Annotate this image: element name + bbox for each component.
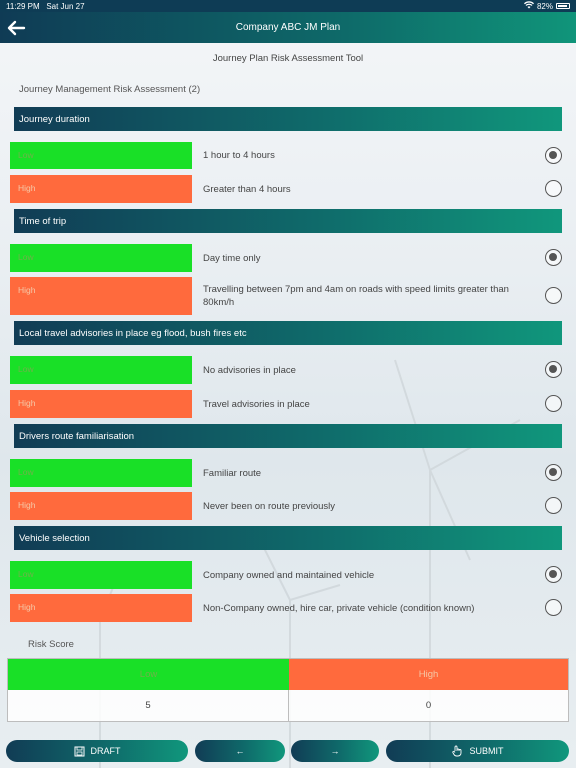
arrow-right-icon: → (330, 746, 340, 756)
risk-score-low-header: Low (8, 659, 289, 690)
option-row-vehicle-selection-low[interactable] (10, 561, 566, 589)
section-title: Journey duration (19, 113, 90, 125)
section-header-journey-duration (14, 107, 562, 131)
nav-bar (0, 12, 576, 43)
status-time-date (6, 2, 85, 11)
radio-travel-advisories-high[interactable] (545, 395, 562, 412)
radio-journey-duration-high[interactable] (545, 180, 562, 197)
arrow-left-icon (6, 18, 26, 38)
status-bar (0, 0, 576, 12)
battery-icon (556, 3, 570, 9)
wifi-icon (524, 1, 534, 11)
arrow-left-icon: ← (235, 746, 245, 756)
bottom-toolbar (0, 733, 576, 768)
option-text: Travelling between 7pm and 4am on roads with speed limits greater than 80km/h (203, 284, 509, 308)
draft-button[interactable] (6, 740, 188, 762)
option-text: Day time only (203, 252, 261, 264)
section-header-time-of-trip (14, 209, 562, 233)
level-badge-high: High (10, 594, 192, 622)
level-badge-low: Low (10, 561, 192, 589)
option-row-time-of-trip-high[interactable] (10, 277, 566, 315)
status-date: Sat Jun 27 (46, 1, 85, 11)
level-badge-high: High (10, 492, 192, 520)
option-row-journey-duration-low[interactable] (10, 142, 566, 169)
nav-title: Company ABC JM Plan (235, 22, 341, 33)
risk-score-table (7, 658, 569, 722)
draft-button-label: DRAFT (90, 746, 121, 756)
section-header-vehicle-selection (14, 526, 562, 550)
risk-score-high-header: High (289, 659, 568, 690)
option-row-travel-advisories-high[interactable] (10, 390, 566, 418)
risk-score-label: Risk Score (28, 639, 74, 650)
option-text: Never been on route previously (203, 500, 336, 512)
option-row-travel-advisories-low[interactable] (10, 356, 566, 384)
section-header-route-familiarisation (14, 424, 562, 448)
option-row-route-familiarisation-high[interactable] (10, 492, 566, 520)
level-badge-low: Low (10, 244, 192, 272)
submit-button[interactable] (386, 740, 569, 762)
submit-button-label: SUBMIT (469, 746, 504, 756)
radio-vehicle-selection-low[interactable] (545, 566, 562, 583)
page-subtitle: Journey Plan Risk Assessment Tool (212, 53, 364, 64)
radio-travel-advisories-low[interactable] (545, 361, 562, 378)
status-time: 11:29 PM (6, 1, 40, 11)
main-content (0, 43, 576, 733)
save-icon (74, 746, 85, 757)
previous-button[interactable] (195, 740, 285, 762)
level-badge-low: Low (10, 356, 192, 384)
level-badge-low: Low (10, 142, 192, 169)
option-row-time-of-trip-low[interactable] (10, 244, 566, 272)
risk-score-high-value: 0 (425, 700, 432, 711)
section-title: Local travel advisories in place eg flood, bush fires etc (19, 327, 247, 339)
radio-route-familiarisation-low[interactable] (545, 464, 562, 481)
risk-score-low-value: 5 (8, 690, 289, 721)
assessment-title: Journey Management Risk Assessment (2) (19, 84, 201, 95)
radio-route-familiarisation-high[interactable] (545, 497, 562, 514)
level-badge-high: High (10, 175, 192, 203)
back-button[interactable] (6, 18, 26, 38)
radio-vehicle-selection-high[interactable] (545, 599, 562, 616)
section-header-travel-advisories (14, 321, 562, 345)
section-title: Drivers route familiarisation (19, 430, 135, 442)
hand-pointer-icon (451, 745, 463, 757)
section-title: Vehicle selection (19, 532, 90, 544)
level-badge-low: Low (10, 459, 192, 487)
level-badge-high: High (10, 277, 192, 315)
option-text: Company owned and maintained vehicle (203, 569, 375, 581)
option-row-route-familiarisation-low[interactable] (10, 459, 566, 487)
option-text: 1 hour to 4 hours (203, 150, 275, 161)
radio-time-of-trip-low[interactable] (545, 249, 562, 266)
option-text: Greater than 4 hours (203, 183, 291, 195)
option-row-vehicle-selection-high[interactable] (10, 594, 566, 622)
radio-journey-duration-low[interactable] (545, 147, 562, 164)
level-badge-high: High (10, 390, 192, 418)
option-text: Familiar route (203, 467, 262, 479)
option-text: No advisories in place (203, 364, 296, 376)
option-row-journey-duration-high[interactable] (10, 175, 566, 203)
section-title: Time of trip (19, 215, 67, 227)
radio-time-of-trip-high[interactable] (545, 287, 562, 304)
option-text: Travel advisories in place (203, 398, 310, 410)
next-button[interactable] (291, 740, 379, 762)
option-text: Non-Company owned, hire car, private vehicle (condition known) (203, 602, 475, 614)
battery-percent: 82% (536, 1, 553, 11)
